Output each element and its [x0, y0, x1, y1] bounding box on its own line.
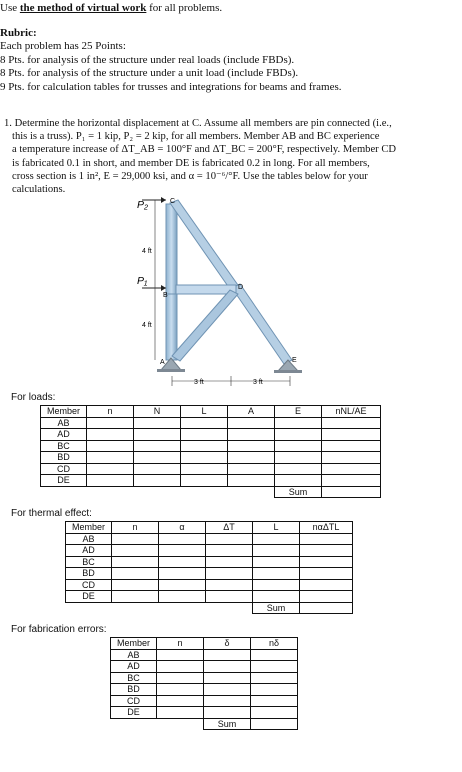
load-label-p2: P₂: [137, 199, 149, 211]
value-cell: [300, 545, 353, 557]
member-bc: [166, 204, 177, 294]
value-cell: [253, 556, 300, 568]
member-cell: AD: [41, 429, 87, 441]
member-cell: DE: [66, 591, 112, 603]
value-cell: [206, 556, 253, 568]
value-cell: [134, 429, 181, 441]
table-row: [66, 579, 353, 591]
thermal-table-caption: For thermal effect:: [11, 508, 92, 519]
method-emphasis: the method of virtual work: [19, 2, 147, 14]
header-cell: A: [228, 406, 275, 418]
node-label-b: B: [163, 292, 168, 299]
value-cell: [253, 591, 300, 603]
value-cell: [251, 695, 298, 707]
value-cell: [251, 707, 298, 719]
value-cell: [87, 440, 134, 452]
sum-value-cell: [251, 718, 298, 730]
value-cell: [134, 475, 181, 487]
value-cell: [204, 649, 251, 661]
member-cell: AB: [66, 533, 112, 545]
value-cell: [87, 475, 134, 487]
node-label-d: D: [238, 284, 244, 291]
member-bd: [176, 285, 236, 294]
value-cell: [253, 568, 300, 580]
table-row: [41, 440, 381, 452]
value-cell: [322, 440, 381, 452]
header-cell: nαΔTL: [300, 522, 353, 534]
problem-line: calculations.: [12, 184, 66, 196]
table-row: [111, 649, 298, 661]
member-cell: AB: [41, 417, 87, 429]
table-row: [66, 556, 353, 568]
node-label-e: E: [292, 357, 297, 364]
ground-a: [157, 369, 185, 372]
value-cell: [300, 579, 353, 591]
member-de: [232, 284, 292, 364]
value-cell: [228, 452, 275, 464]
table-row: [111, 707, 298, 719]
value-cell: [228, 440, 275, 452]
value-cell: [134, 440, 181, 452]
member-cd: [170, 200, 240, 292]
value-cell: [204, 707, 251, 719]
value-cell: [157, 707, 204, 719]
value-cell: [181, 440, 228, 452]
value-cell: [204, 661, 251, 673]
value-cell: [204, 684, 251, 696]
value-cell: [134, 452, 181, 464]
truss-members: [166, 200, 292, 364]
value-cell: [251, 672, 298, 684]
fabrication-table: [110, 637, 298, 730]
value-cell: [275, 429, 322, 441]
value-cell: [275, 440, 322, 452]
value-cell: [159, 579, 206, 591]
sum-value-cell: [300, 602, 353, 614]
value-cell: [275, 417, 322, 429]
value-cell: [275, 475, 322, 487]
header-cell: E: [275, 406, 322, 418]
value-cell: [322, 475, 381, 487]
value-cell: [300, 556, 353, 568]
fabrication-table-caption: For fabrication errors:: [11, 624, 107, 635]
value-cell: [275, 452, 322, 464]
load-label-p1: P₁: [137, 275, 148, 287]
sum-label: Sum: [253, 602, 300, 614]
value-cell: [253, 545, 300, 557]
header-cell: nδ: [251, 638, 298, 650]
loads-table-caption: For loads:: [11, 392, 56, 403]
value-cell: [251, 649, 298, 661]
thermal-table-body: [66, 533, 353, 602]
header-cell: Member: [66, 522, 112, 534]
problem-line: this is a truss). P₁ = 1 kip, P₂ = 2 kip, for all members. Member AB and BC experience: [12, 131, 380, 143]
header-cell: ΔT: [206, 522, 253, 534]
rubric-item: 8 Pts. for analysis of the structure under a unit load (include FBDs).: [0, 67, 299, 79]
table-header-row: [111, 638, 298, 650]
value-cell: [251, 661, 298, 673]
load-arrowhead-p1: [161, 285, 166, 291]
value-cell: [181, 463, 228, 475]
problem-line: 1. Determine the horizontal displacement at C. Assume all members are pin connected (i.e.,: [4, 118, 392, 129]
value-cell: [159, 591, 206, 603]
value-cell: [253, 579, 300, 591]
rubric-item: 9 Pts. for calculation tables for trusses and integrations for beams and frames.: [0, 80, 342, 93]
header-cell: L: [253, 522, 300, 534]
value-cell: [112, 591, 159, 603]
loads-table-body: [41, 417, 381, 486]
member-cell: CD: [111, 695, 157, 707]
value-cell: [206, 533, 253, 545]
table-row: [66, 533, 353, 545]
value-cell: [87, 452, 134, 464]
table-row: [41, 417, 381, 429]
value-cell: [87, 463, 134, 475]
fabrication-table-body: [111, 649, 298, 718]
table-header-row: [41, 406, 381, 418]
value-cell: [275, 463, 322, 475]
member-cell: AD: [66, 545, 112, 557]
member-cell: BD: [66, 568, 112, 580]
ground-e: [274, 370, 302, 373]
member-cell: BC: [66, 556, 112, 568]
table-row: [111, 661, 298, 673]
header-cell: n: [87, 406, 134, 418]
table-row: [41, 463, 381, 475]
table-row: [41, 475, 381, 487]
value-cell: [87, 429, 134, 441]
value-cell: [157, 695, 204, 707]
value-cell: [157, 684, 204, 696]
table-row: [41, 429, 381, 441]
member-cell: BC: [41, 440, 87, 452]
sum-row: [66, 602, 353, 614]
sum-label: Sum: [204, 718, 251, 730]
instruction-prefix: Use: [0, 2, 20, 14]
rubric-item: 8 Pts. for analysis of the structure under real loads (include FBDs).: [0, 53, 295, 66]
value-cell: [300, 533, 353, 545]
header-cell: L: [181, 406, 228, 418]
value-cell: [159, 568, 206, 580]
instruction-suffix: for all problems.: [146, 2, 223, 14]
value-cell: [204, 695, 251, 707]
value-cell: [228, 463, 275, 475]
value-cell: [112, 533, 159, 545]
value-cell: [322, 429, 381, 441]
value-cell: [206, 591, 253, 603]
header-cell: δ: [204, 638, 251, 650]
value-cell: [322, 417, 381, 429]
member-ad: [172, 290, 238, 361]
node-label-c: C: [170, 198, 176, 205]
value-cell: [228, 429, 275, 441]
value-cell: [159, 533, 206, 545]
table-row: [66, 545, 353, 557]
value-cell: [157, 649, 204, 661]
dimension-label-bottom: 4 ft: [142, 322, 152, 329]
header-cell: N: [134, 406, 181, 418]
header-cell: nNL/AE: [322, 406, 381, 418]
dimension-label-top: 4 ft: [142, 248, 152, 255]
value-cell: [300, 568, 353, 580]
member-cell: BC: [111, 672, 157, 684]
member-cell: AB: [111, 649, 157, 661]
value-cell: [206, 545, 253, 557]
table-row: [111, 695, 298, 707]
value-cell: [206, 568, 253, 580]
member-cell: BD: [41, 452, 87, 464]
value-cell: [134, 417, 181, 429]
value-cell: [228, 475, 275, 487]
load-arrowhead-p2: [161, 197, 166, 203]
table-row: [66, 591, 353, 603]
value-cell: [251, 684, 298, 696]
sum-row: [111, 718, 298, 730]
problem-line: cross section is 1 in², E = 29,000 ksi, and α = 10⁻⁶/°F. Use the tables below for your: [12, 170, 368, 182]
value-cell: [157, 661, 204, 673]
dimension-label-right: 3 ft: [253, 379, 263, 386]
table-row: [66, 568, 353, 580]
problem-line: is fabricated 0.1 in short, and member DE is fabricated 0.2 in long. For all members,: [12, 157, 370, 169]
value-cell: [253, 533, 300, 545]
header-cell: Member: [111, 638, 157, 650]
dimension-label-left: 3 ft: [194, 379, 204, 386]
problem-line: a temperature increase of ΔT_AB = 100°F and ΔT_BC = 200°F, respectively. Member CD: [12, 144, 397, 156]
table-row: [111, 672, 298, 684]
value-cell: [112, 545, 159, 557]
header-cell: n: [157, 638, 204, 650]
header-cell: n: [112, 522, 159, 534]
value-cell: [134, 463, 181, 475]
member-cell: CD: [41, 463, 87, 475]
member-cell: AD: [111, 661, 157, 673]
value-cell: [112, 556, 159, 568]
header-cell: α: [159, 522, 206, 534]
thermal-table: [65, 521, 353, 614]
value-cell: [159, 545, 206, 557]
loads-table: [40, 405, 381, 498]
member-cell: DE: [111, 707, 157, 719]
table-row: [111, 684, 298, 696]
value-cell: [181, 417, 228, 429]
table-header-row: [66, 522, 353, 534]
sum-label: Sum: [275, 486, 322, 498]
sum-value-cell: [322, 486, 381, 498]
node-label-a: A: [160, 359, 165, 366]
member-cell: BD: [111, 684, 157, 696]
value-cell: [181, 452, 228, 464]
value-cell: [181, 429, 228, 441]
member-cell: CD: [66, 579, 112, 591]
rubric-item: Each problem has 25 Points:: [0, 40, 126, 52]
value-cell: [181, 475, 228, 487]
sum-row: [41, 486, 381, 498]
value-cell: [228, 417, 275, 429]
header-cell: Member: [41, 406, 87, 418]
value-cell: [322, 452, 381, 464]
rubric-title: Rubric:: [0, 26, 37, 39]
value-cell: [322, 463, 381, 475]
value-cell: [112, 579, 159, 591]
value-cell: [157, 672, 204, 684]
member-ab: [166, 290, 177, 360]
value-cell: [112, 568, 159, 580]
member-cell: DE: [41, 475, 87, 487]
table-row: [41, 452, 381, 464]
value-cell: [300, 591, 353, 603]
value-cell: [159, 556, 206, 568]
value-cell: [204, 672, 251, 684]
value-cell: [206, 579, 253, 591]
value-cell: [87, 417, 134, 429]
